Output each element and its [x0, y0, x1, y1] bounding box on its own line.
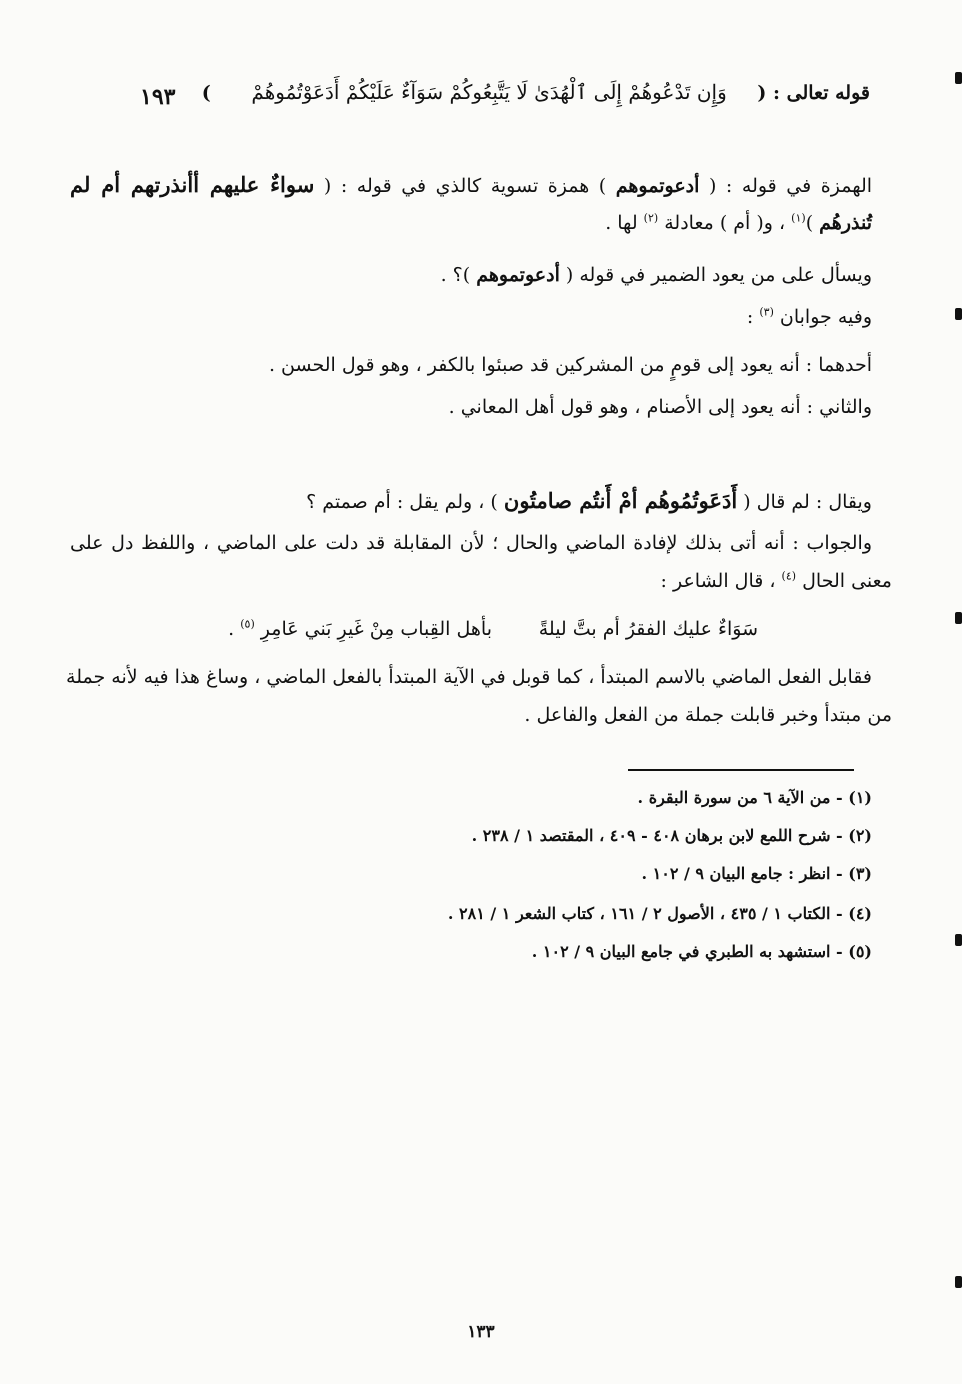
header-label: قوله تعالى : (: [757, 82, 870, 104]
text-span: .: [228, 618, 235, 640]
quoted-verse: تُنذرهُم: [819, 212, 872, 234]
quoted-word: أدعوتموهم: [615, 175, 700, 197]
header-line: [202, 82, 870, 103]
text-span: ، و( أم ) معادلة: [664, 212, 786, 234]
footnote-separator: [628, 769, 854, 771]
footnote-ref: (٢): [643, 211, 659, 225]
verse-number: ١٩٣: [140, 84, 176, 110]
footnote-3: (٣) - انظر : جامع البيان ٩ / ١٠٢ .: [641, 864, 872, 883]
footnote-2: (٢) - شرح اللمع لابن برهان ٤٠٨ - ٤٠٩ ، المقتصد ١ / ٢٣٨ .: [471, 826, 872, 845]
paragraph-7-line-2: [660, 569, 892, 592]
text-span: ) ، ولم يقل : أم صمتم ؟: [306, 491, 498, 513]
text-span: ويقال : لم قال (: [743, 491, 872, 513]
text-span: ) همزة تسوية كالذي في قوله : (: [323, 175, 607, 197]
paragraph-2: [441, 266, 872, 285]
paragraph-5: والثاني : أنه يعود إلى الأصنام ، وهو قول أهل المعاني .: [448, 396, 872, 418]
text-span: ويسأل على من يعود الضمير في قوله (: [565, 264, 872, 286]
footnote-4: (٤) - الكتاب ١ / ٤٣٥ ، الأصول ٢ / ١٦١ ، كتاب الشعر ١ / ٢٨١ .: [447, 904, 872, 923]
poetry-hemistich-2: [228, 617, 492, 640]
paragraph-6: [306, 490, 872, 512]
paragraph-1-line-2: [605, 211, 872, 234]
quran-verse: وَإِن تَدْعُوهُمْ إِلَى ٱلْهُدَىٰ لَا يَتَّبِعُوكُمْ سَوَآءٌ عَلَيْكُمْ أَدَعَوْتُمُوهُمْ: [251, 80, 727, 104]
text-span: ): [805, 212, 814, 234]
scan-mark: [955, 612, 962, 624]
page-number: ١٣٣: [467, 1322, 495, 1342]
footnote-1: (١) - من الآية ٦ من سورة البقرة .: [637, 788, 872, 807]
quoted-word: أدعوتموهم: [476, 264, 560, 286]
paragraph-8-line-2: من مبتدأ وخبر قابلت جملة من الفعل والفاعل .: [524, 704, 892, 726]
text-span: لها .: [605, 212, 638, 234]
footnote-ref: (١): [791, 211, 806, 225]
paragraph-7-line-1: والجواب : أنه أتى بذلك لإفادة الماضي والحال ؛ لأن المقابلة قد دلت على الماضي ، واللفظ دل على: [70, 532, 872, 554]
header-close: ): [201, 82, 211, 104]
quoted-verse: أَدَعَوتُمُوهُم أمْ أَنتُم صامتُون: [503, 488, 738, 513]
quoted-verse: سواءٌ عليهم أأنذرتهم أم لم: [70, 172, 315, 197]
poetry-hemistich-1: سَوَاءٌ عليك الفقرُ أم بتَّ ليلةً: [538, 618, 758, 640]
text-span: الهمزة في قوله : (: [708, 175, 873, 197]
footnote-ref: (٣): [759, 305, 774, 319]
paragraph-1-line-1: [70, 174, 872, 196]
text-span: :: [746, 306, 754, 328]
text-span: معنى الحال: [802, 570, 892, 592]
scan-mark: [955, 72, 962, 84]
footnote-ref: (٤): [781, 569, 797, 583]
scan-mark: [955, 1276, 962, 1288]
text-span: )؟ .: [440, 264, 471, 286]
footnote-5: (٥) - استشهد به الطبري في جامع البيان ٩ / ١٠٢ .: [531, 942, 872, 961]
text-span: وفيه جوابان: [779, 306, 872, 328]
paragraph-4: أحدهما : أنه يعود إلى قومٍ من المشركين قد صبئوا بالكفر ، وهو قول الحسن .: [268, 354, 872, 376]
scan-mark: [955, 934, 962, 946]
scan-mark: [955, 308, 962, 320]
text-span: بأهل القِباب مِنْ غَيرِ بَني عَامِرِ: [260, 618, 492, 640]
text-span: ، قال الشاعر :: [660, 570, 776, 592]
paragraph-3: [746, 305, 872, 328]
paragraph-8-line-1: فقابل الفعل الماضي بالاسم المبتدأ ، كما قوبل في الآية المبتدأ بالفعل الماضي ، وساغ هذا فيه لأنه جملة: [66, 666, 872, 688]
footnote-ref: (٥): [240, 617, 255, 631]
